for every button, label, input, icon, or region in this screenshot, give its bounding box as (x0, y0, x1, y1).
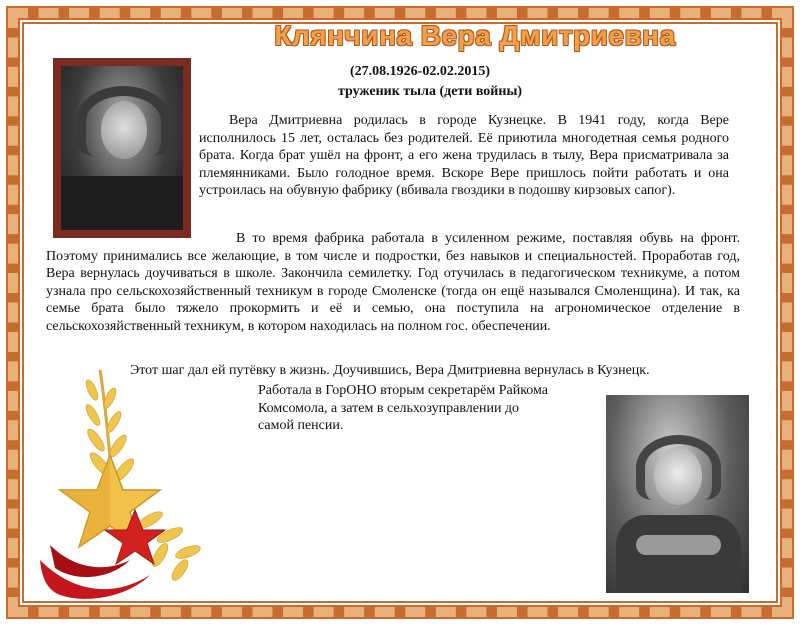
role-subtitle: труженик тыла (дети войны) (337, 84, 523, 99)
portrait-photo-young (53, 58, 191, 238)
paragraph-3: Этот шаг дал ей путёвку в жизнь. Доучившись, Вера Дмитриевна вернулась в Кузнецк. (130, 363, 650, 378)
life-dates: (27.08.1926-02.02.2015) (350, 64, 490, 79)
portrait-photo-elderly (606, 395, 749, 593)
page-title: Клянчина Вера Дмитриевна (274, 20, 676, 51)
paragraph-4: Работала в ГорОНО вторым секретарём Райкома Комсомола, а затем в сельхозуправлении до самой пенсии. (258, 383, 549, 433)
paragraph-2: В то время фабрика работала в усиленном режиме, поставляя обувь на фронт. Поэтому принимались все желающие, в том числе и подростки, без навыков и специальностей. Проработав год, Вера вернулась доучиваться в школе. Закончила семилетку. Год отучилась в педагогическом техникуме, а потом узнала про сельскохозяйственный техникум в городе Смоленске (тогда он ещё назывался Смоленщина). И так, ка семье брата было тяжело прокормить и её и семью, она поступила на агрономическое отделение в сельскохозяйственный техникум, в котором находилась на полном гос. обеспечении. (46, 231, 740, 334)
star-laurel-emblem (30, 360, 220, 610)
paragraph-1: Вера Дмитриевна родилась в городе Кузнецке. В 1941 году, когда Вере исполнилось 15 лет, осталась без родителей. Её приютила многодетная семья родного брата. Когда брат ушёл на фронт, а его жена трудилась в тылу, Вера присматривала за племянниками. Было голодное время. Вскоре Вере пришлось пойти работать и она устроилась на обувную фабрику (вбивала гвоздики в подошву кирзовых сапог). (199, 113, 729, 198)
